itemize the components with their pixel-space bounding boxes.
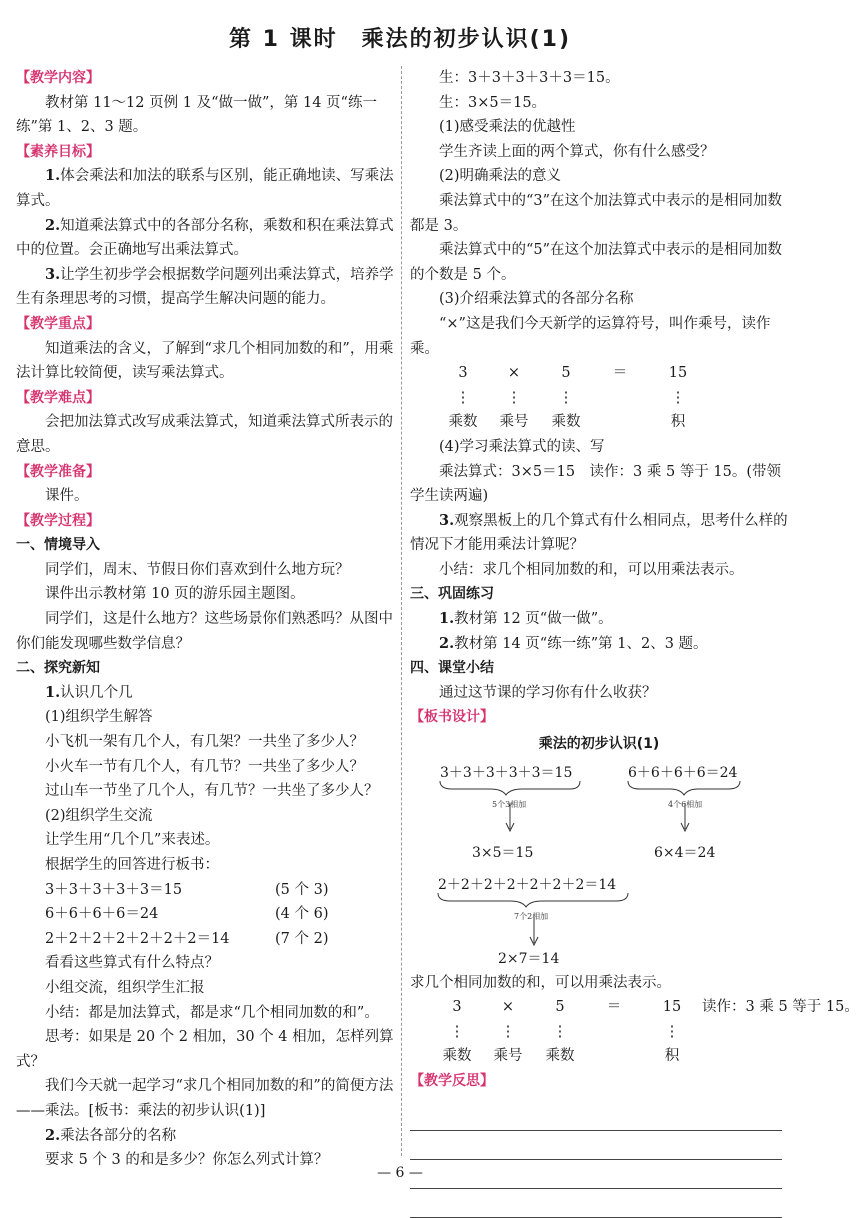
question-1: 小飞机一架有几个人，有几架？一共坐了多少人？ <box>45 734 364 751</box>
goal-1: 1.体会乘法和加法的联系与区别，能正确地读、写乘法算式。 <box>16 167 394 209</box>
intro-p2: 课件出示教材第 10 页的游乐园主题图。 <box>45 586 305 603</box>
step-1-text: 学生齐读上面的两个算式，你有什么感受？ <box>439 143 715 160</box>
heading-explore: 二、探究新知 <box>16 660 100 677</box>
section-tag-process: 【教学过程】 <box>16 512 100 529</box>
step-5: 3.观察黑板上的几个算式有什么相同点，思考什么样的情况下才能用乘法计算呢？ <box>410 511 788 554</box>
board-parts <box>410 995 859 1069</box>
heading-summary: 四、课堂小结 <box>410 660 494 677</box>
board-design <box>410 759 788 965</box>
left-column <box>16 66 394 1173</box>
equation-row: 3＋3＋3＋3＋3＝15 (5 个 3) <box>45 881 329 898</box>
board-eq-1: 3＋3＋3＋3＋3＝15 <box>440 764 573 781</box>
page-number: — 6 — <box>377 1165 423 1181</box>
board-title: 乘法的初步认识(1) <box>538 736 660 753</box>
reflection-lines <box>410 1102 788 1218</box>
student-answer-1: 生：3＋3＋3＋3＋3＝15。 <box>439 70 620 86</box>
board-intro: 根据学生的回答进行板书： <box>45 857 219 873</box>
look-text: 看看这些算式有什么特点？ <box>45 955 219 972</box>
section-tag-key: 【教学重点】 <box>16 315 100 332</box>
board-parts-grid: 3 × 5 ＝ 15 ⋮ ⋮ ⋮ ⋮ 乘数 乘号 乘数 积 <box>442 999 682 1065</box>
step-1: (1)感受乘法的优越性 <box>439 119 576 136</box>
step-5-summary: 小结：求几个相同加数的和，可以用乘法表示。 <box>439 561 744 578</box>
think-text: 思考：如果是 20 个 2 相加，30 个 4 相加，怎样列算式？ <box>16 1029 394 1070</box>
step-4: (4)学习乘法算式的读、写 <box>439 438 605 455</box>
explore-1a: (1)组织学生解答 <box>45 709 153 726</box>
explore-1b: (2)组织学生交流 <box>45 807 153 824</box>
section-tag-prep: 【教学准备】 <box>16 463 100 480</box>
board-brackets <box>410 759 788 965</box>
board-summary: 求几个相同加数的和，可以用乘法表示。 <box>410 974 671 991</box>
board-eq-3: 2＋2＋2＋2＋2＋2＋2＝14 <box>438 876 617 893</box>
step-2: (2)明确乘法的意义 <box>439 168 562 185</box>
step-4-text: 乘法算式：3×5＝15 读作：3 乘 5 等于 15。(带领学生读两遍) <box>410 463 782 505</box>
difficulty-text: 会把加法算式改写成乘法算式，知道乘法算式所表示的意思。 <box>16 414 393 455</box>
column-divider <box>401 66 402 1156</box>
right-column <box>410 66 859 1218</box>
board-eq-2: 6＋6＋6＋6＝24 <box>628 764 738 781</box>
step-2-text-1: 乘法算式中的“3”在这个加法算式中表示的是相同加数都是 3。 <box>410 192 783 234</box>
equation-row: 6＋6＋6＋6＝24 (4 个 6) <box>45 906 329 923</box>
step-3-text: “×”这是我们今天新学的运算符号，叫作乘号，读作乘。 <box>410 315 771 357</box>
summary-1: 小结：都是加法算式，都是求“几个相同加数的和”。 <box>45 1004 379 1021</box>
practice-2: 2.教材第 14 页“练一练”第 1、2、3 题。 <box>439 634 708 652</box>
heading-intro: 一、情境导入 <box>16 537 100 554</box>
goal-2: 2.知道乘法算式中的各部分名称，乘数和积在乘法算式中的位置。会正确地写出乘法算式。 <box>16 216 394 259</box>
equation-row: 2＋2＋2＋2＋2＋2＋2＝14 (7 个 2) <box>45 930 329 947</box>
ask-5: 要求 5 个 3 的和是多少？你怎么列式计算？ <box>45 1152 329 1169</box>
board-read: 读作：3 乘 5 等于 15。 <box>702 999 859 1016</box>
summary-text: 通过这节课的学习你有什么收获？ <box>439 684 657 701</box>
goal-3: 3.让学生初步学会根据数学问题列出乘法算式，培养学生有条理思考的习惯，提高学生解决问题的能力。 <box>16 265 394 308</box>
section-tag-difficulty: 【教学难点】 <box>16 389 100 406</box>
step-3: (3)介绍乘法算式的各部分名称 <box>439 291 634 308</box>
question-2: 小火车一节有几个人，有几节？一共坐了多少人？ <box>45 758 364 775</box>
exchange-text: 让学生用“几个几”来表述。 <box>45 832 220 849</box>
section-tag-content: 【教学内容】 <box>16 70 100 86</box>
prep-text: 课件。 <box>45 488 89 505</box>
board-mul-1: 3×5＝15 <box>472 844 534 861</box>
section-tag-board: 【板书设计】 <box>410 709 494 726</box>
student-answer-2: 生：3×5＝15。 <box>439 94 547 111</box>
practice-1: 1.教材第 12 页“做一做”。 <box>439 610 613 628</box>
board-note-1: 5个3相加 <box>492 799 527 809</box>
board-note-2: 4个6相加 <box>668 799 703 809</box>
content-text: 教材第 11～12 页例 1 及“做一做”，第 14 页“练一练”第 1、2、3 题。 <box>16 94 377 136</box>
explore-1: 1.认识几个几 <box>45 683 133 701</box>
key-text: 知道乘法的含义，了解到“求几个相同加数的和”，用乘法计算比较简便，读写乘法算式。 <box>16 340 394 382</box>
board-mul-3: 2×7＝14 <box>498 950 560 967</box>
intro-p1: 同学们，周末、节假日你们喜欢到什么地方玩？ <box>45 561 350 578</box>
heading-practice: 三、巩固练习 <box>410 586 494 603</box>
board-mul-2: 6×4＝24 <box>654 844 716 861</box>
today-text: 我们今天就一起学习“求几个相同加数的和”的简便方法——乘法。[板书：乘法的初步认识(1)] <box>16 1078 394 1119</box>
question-3: 过山车一节坐了几个人，有几节？一共坐了多少人？ <box>45 783 379 800</box>
intro-p3: 同学们，这是什么地方？这些场景你们熟悉吗？从图中你们能发现哪些数学信息？ <box>16 611 393 652</box>
board-note-3: 7个2相加 <box>514 911 549 921</box>
group-text: 小组交流，组织学生汇报 <box>45 979 205 996</box>
step-2-text-2: 乘法算式中的“5”在这个加法算式中表示的是相同加数的个数是 5 个。 <box>410 242 783 283</box>
page-title: 第 1 课时 乘法的初步认识(1) <box>228 27 572 52</box>
section-tag-reflection: 【教学反思】 <box>410 1073 494 1089</box>
section-tag-goals: 【素养目标】 <box>16 143 100 160</box>
explore-2: 2.乘法各部分的名称 <box>45 1126 177 1144</box>
parts-diagram: 3 × 5 ＝ 15 ⋮ ⋮ ⋮ ⋮ 乘数 乘号 乘数 积 <box>448 365 688 431</box>
